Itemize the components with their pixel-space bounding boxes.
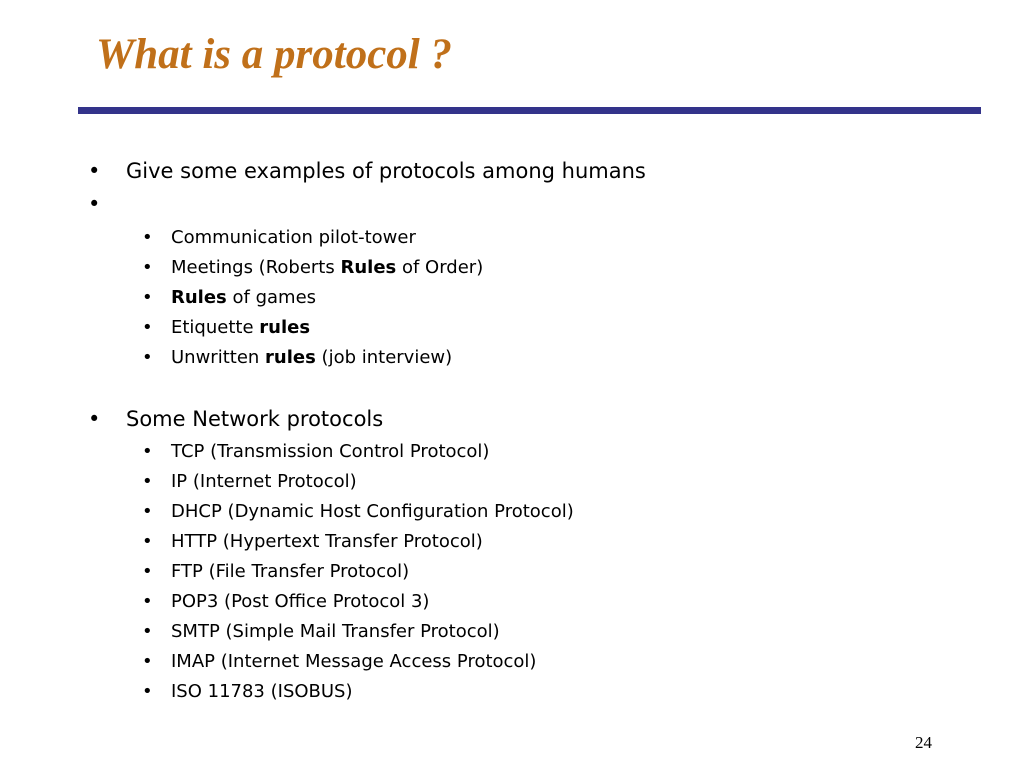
bullet-marker: • (142, 317, 153, 338)
bullet-marker: • (88, 407, 101, 431)
protocol-text: POP3 (Post Office Protocol 3) (171, 591, 430, 612)
title-underline (78, 107, 981, 114)
bullet-marker: • (142, 681, 153, 702)
protocol-text: SMTP (Simple Mail Transfer Protocol) (171, 621, 500, 642)
bullet-marker: • (88, 192, 101, 216)
protocol-text: IMAP (Internet Message Access Protocol) (171, 651, 537, 672)
slide-title: What is a protocol ? (96, 31, 452, 78)
bullet-marker: • (142, 621, 153, 642)
bullet-marker: • (88, 159, 101, 183)
protocol-text: DHCP (Dynamic Host Configuration Protocol) (171, 501, 574, 522)
bullet-marker: • (142, 347, 153, 368)
bullet-text: Give some examples of protocols among humans (126, 159, 646, 183)
page-number: 24 (915, 733, 932, 752)
bullet-marker: • (142, 561, 153, 582)
sub-bullet-text: Meetings (Roberts Rules of Order) (171, 257, 484, 278)
bullet-marker: • (142, 591, 153, 612)
protocol-text: FTP (File Transfer Protocol) (171, 561, 410, 582)
bullet-text: Some Network protocols (126, 407, 384, 431)
protocol-text: HTTP (Hypertext Transfer Protocol) (171, 531, 483, 552)
bullet-marker: • (142, 441, 153, 462)
bullet-marker: • (142, 471, 153, 492)
protocol-text: ISO 11783 (ISOBUS) (171, 681, 353, 702)
bullet-marker: • (142, 531, 153, 552)
sub-bullet-text: Rules of games (171, 287, 317, 308)
protocol-text: IP (Internet Protocol) (171, 471, 357, 492)
bullet-marker: • (142, 287, 153, 308)
bullet-marker: • (142, 651, 153, 672)
bullet-marker: • (142, 227, 153, 248)
sub-bullet-text: Etiquette rules (171, 317, 311, 338)
protocol-text: TCP (Transmission Control Protocol) (171, 441, 490, 462)
bullet-marker: • (142, 501, 153, 522)
bullet-marker: • (142, 257, 153, 278)
sub-bullet-text: Unwritten rules (job interview) (171, 347, 453, 368)
sub-bullet-text: Communication pilot-tower (171, 227, 416, 248)
